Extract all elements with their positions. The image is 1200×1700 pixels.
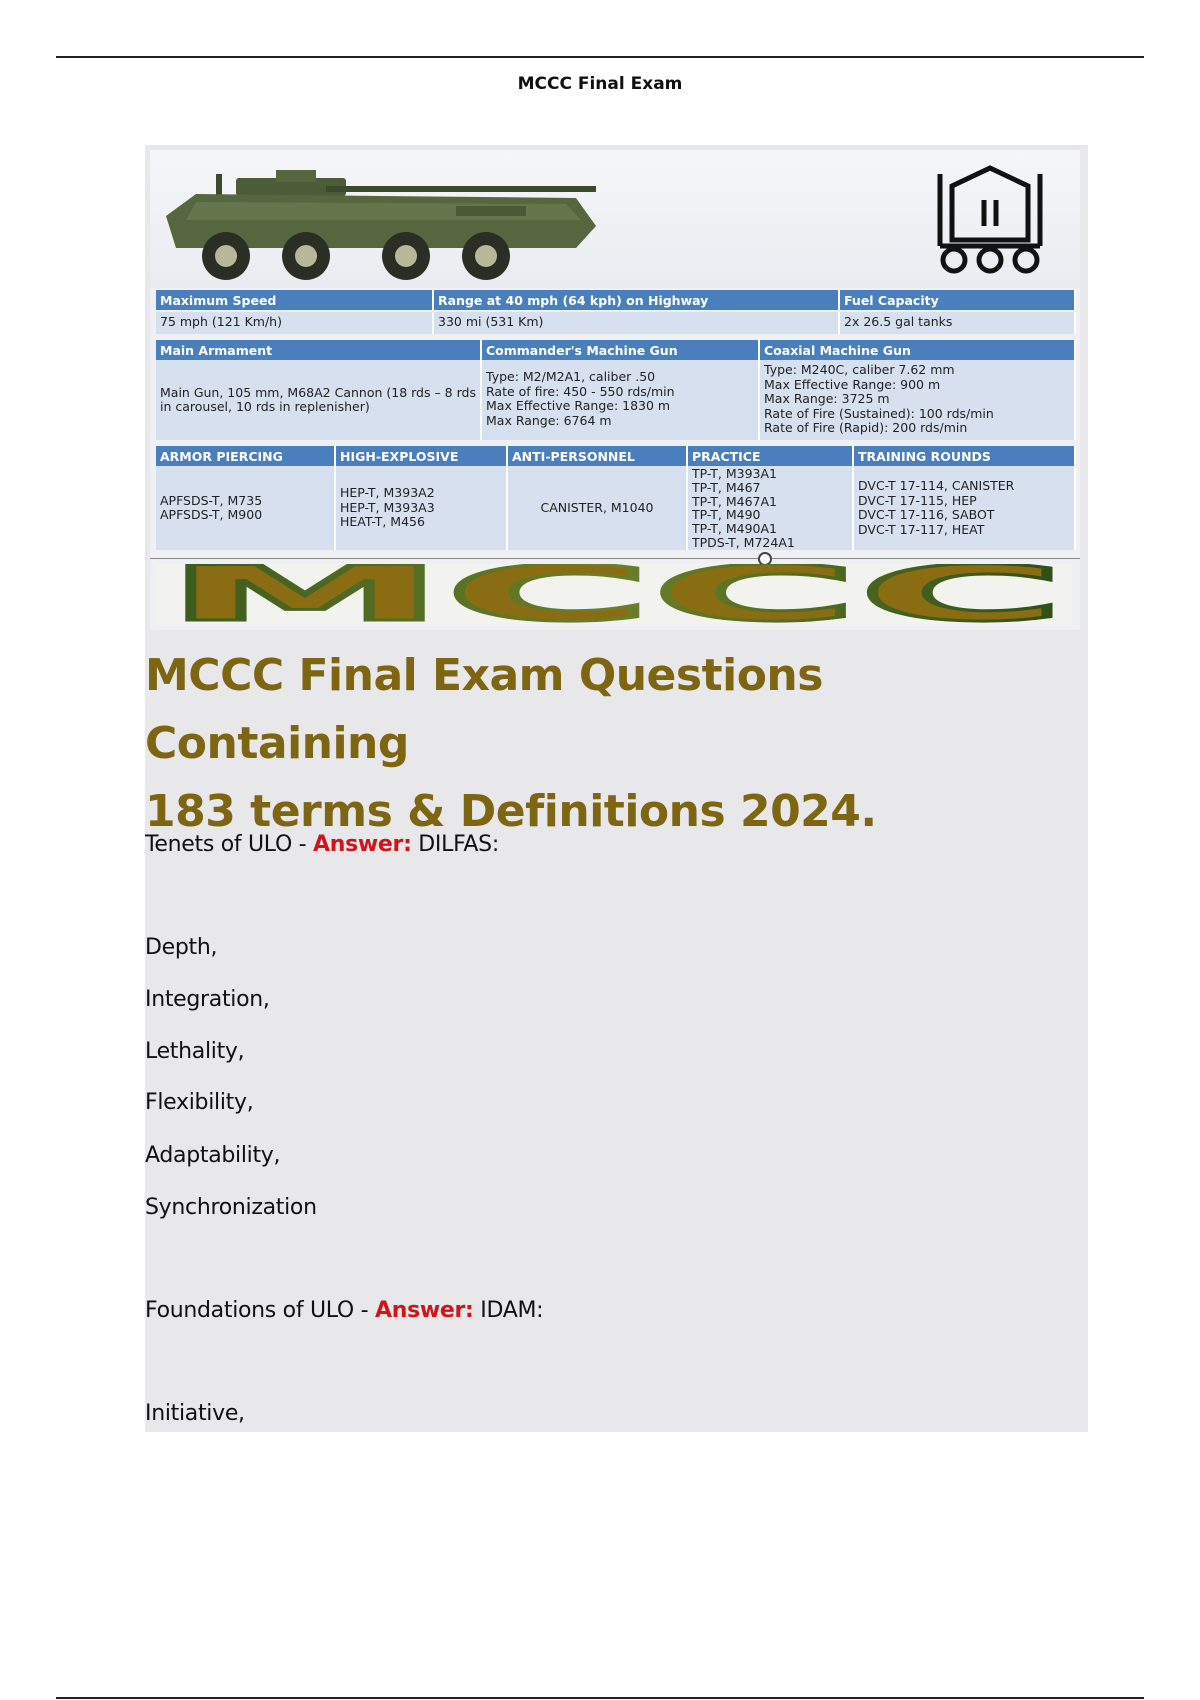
list-item: Lethality, — [145, 1039, 245, 1064]
unit-logo-icon — [930, 160, 1050, 280]
spec-row1-headers — [156, 290, 1076, 310]
list-item: Integration, — [145, 987, 270, 1012]
spec-line: Max Range: 6764 m — [486, 412, 612, 428]
question-text: Foundations of ULO - — [145, 1298, 375, 1323]
answer-label: Answer: — [374, 1298, 474, 1323]
answer-label: Answer: — [313, 832, 412, 857]
spec-value — [760, 360, 1076, 440]
spec-row3-values — [156, 466, 1076, 550]
spec-value — [854, 466, 1076, 550]
question-text: Tenets of ULO - — [145, 832, 314, 857]
mccc-banner-logo — [158, 564, 1072, 626]
spec-value: 2x 26.5 gal tanks — [840, 312, 1076, 334]
spec-row2-headers — [156, 340, 1076, 360]
spec-row3-headers — [156, 446, 1076, 466]
spec-value: 330 mi (531 Km) — [434, 312, 840, 334]
spec-header: HIGH-EXPLOSIVE — [336, 446, 508, 466]
spec-header: ANTI-PERSONNEL — [508, 446, 688, 466]
spec-line: Max Effective Range: 900 m — [764, 376, 941, 392]
answer-text: DILFAS: — [411, 832, 499, 857]
spec-header: Main Armament — [156, 340, 482, 360]
spec-line: TP-T, M490 — [692, 507, 761, 523]
spec-header: ARMOR PIERCING — [156, 446, 336, 466]
spec-header: Range at 40 mph (64 kph) on Highway — [434, 290, 840, 310]
footer-rule — [56, 1697, 1144, 1699]
spec-line: Max Effective Range: 1830 m — [486, 398, 671, 413]
spec-value — [156, 360, 482, 440]
list-item: Initiative, — [145, 1401, 245, 1426]
spec-line: APFSDS-T, M735 — [160, 492, 263, 508]
list-item: Synchronization — [145, 1195, 317, 1220]
banner-text: MCCC — [165, 564, 1065, 626]
page-header-title: MCCC Final Exam — [517, 74, 683, 94]
spec-header: Coaxial Machine Gun — [760, 340, 1076, 360]
spec-value — [336, 466, 508, 550]
spec-line: Rate of Fire (Rapid): 200 rds/min — [764, 420, 968, 435]
image-frame-line — [150, 558, 1080, 559]
spec-value — [508, 466, 688, 550]
spec-line: DVC-T 17-116, SABOT — [858, 507, 995, 522]
spec-line: TP-T, M490A1 — [692, 521, 777, 537]
spec-line: Rate of fire: 450 - 550 rds/min — [486, 383, 675, 399]
spec-line: Max Range: 3725 m — [764, 391, 890, 406]
spec-line: DVC-T 17-115, HEP — [858, 492, 977, 508]
question-line — [145, 832, 499, 857]
spec-header: Commander's Machine Gun — [482, 340, 760, 360]
question-line — [145, 1298, 543, 1323]
title-line: MCCC Final Exam Questions Containing — [145, 650, 823, 769]
spec-line: TP-T, M467A1 — [692, 493, 777, 509]
main-armament-text: Main Gun, 105 mm, M68A2 Cannon (18 rds – 8 rds in carousel, 10 rds in replenisher) — [160, 384, 476, 414]
spec-row1-values — [156, 312, 1076, 334]
spec-line: Type: M240C, caliber 7.62 mm — [764, 362, 955, 377]
spec-value — [482, 360, 760, 440]
title-line: 183 terms & Definitions 2024. — [145, 786, 877, 837]
spec-header: Maximum Speed — [156, 290, 434, 310]
spec-row2-values — [156, 360, 1076, 440]
spec-line: DVC-T 17-117, HEAT — [858, 521, 985, 537]
spec-line: APFSDS-T, M900 — [160, 507, 263, 522]
spec-value: 75 mph (121 Km/h) — [156, 312, 434, 334]
spec-sheet-image — [150, 150, 1080, 630]
spec-line: CANISTER, M1040 — [540, 499, 654, 515]
spec-line: TP-T, M467 — [692, 479, 761, 495]
list-item: Flexibility, — [145, 1090, 254, 1115]
spec-line: Rate of Fire (Sustained): 100 rds/min — [764, 405, 994, 421]
spec-line: TPDS-T, M724A1 — [692, 534, 795, 550]
spec-line: HEAT-T, M456 — [340, 514, 425, 530]
header-rule — [56, 56, 1144, 58]
answer-text: IDAM: — [473, 1298, 544, 1323]
list-item: Adaptability, — [145, 1143, 281, 1168]
document-title — [145, 642, 1075, 846]
spec-value — [156, 466, 336, 550]
spec-line: TP-T, M393A1 — [692, 466, 777, 481]
spec-header: TRAINING ROUNDS — [854, 446, 1076, 466]
spec-header: PRACTICE — [688, 446, 854, 466]
spec-line: Type: M2/M2A1, caliber .50 — [486, 369, 656, 384]
list-item: Depth, — [145, 935, 218, 960]
vehicle-icon — [156, 156, 626, 286]
spec-line: HEP-T, M393A2 — [340, 485, 435, 501]
spec-line: HEP-T, M393A3 — [340, 499, 435, 515]
spec-value — [688, 466, 854, 550]
spec-header: Fuel Capacity — [840, 290, 1076, 310]
spec-line: DVC-T 17-114, CANISTER — [858, 478, 1015, 493]
